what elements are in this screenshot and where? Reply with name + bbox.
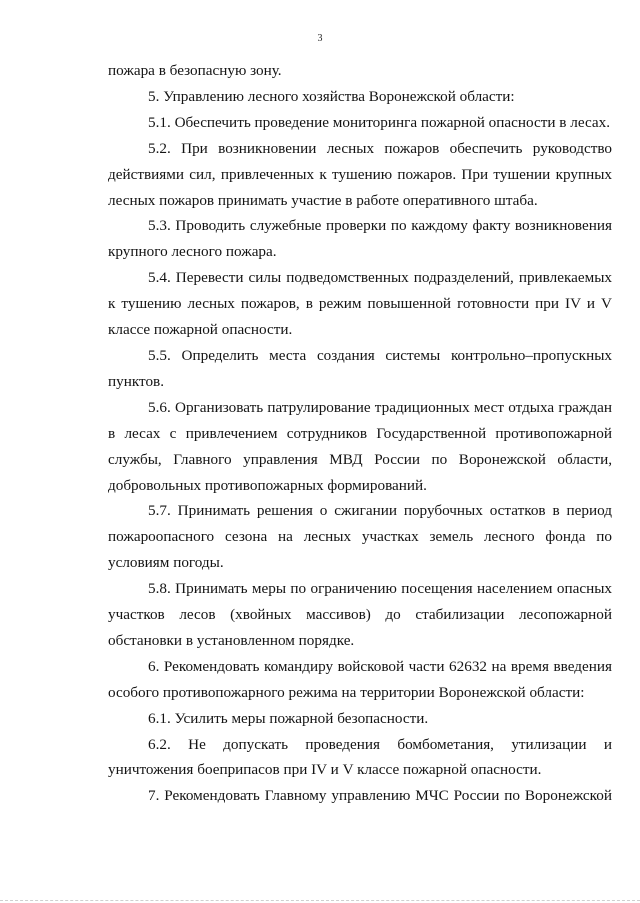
- paragraph-item-5-6: 5.6. Организовать патрулирование традиционных мест отдыха граждан в лесах с привлечением сотрудников Государственной противопожарной службы, Главного управления МВД России по Воронежской области, добровольных противопожарных формирований.: [108, 398, 612, 494]
- paragraph-item-5: 5. Управлению лесного хозяйства Воронежской области:: [148, 87, 515, 105]
- paragraph-item-5-3: 5.3. Проводить служебные проверки по каждому факту возникновения крупного лесного пожара.: [108, 217, 612, 261]
- paragraph-item-7: 7. Рекомендовать Главному управлению МЧС России по Воронежской: [148, 787, 612, 805]
- paragraph-item-5-2: 5.2. При возникновении лесных пожаров обеспечить руководство действиями сил, привлеченных к тушению пожаров. При тушении крупных лесных пожаров принимать участие в работе оперативного штаба.: [108, 139, 612, 209]
- document-body: [108, 58, 612, 809]
- paragraph-item-5-1: 5.1. Обеспечить проведение мониторинга пожарной опасности в лесах.: [148, 113, 611, 131]
- paragraph-item-5-5: 5.5. Определить места создания системы контрольно–пропускных пунктов.: [108, 346, 612, 390]
- page-number: 3: [317, 33, 323, 44]
- paragraph-continuation: пожара в безопасную зону.: [108, 62, 282, 79]
- paragraph-item-6-2: 6.2. Не допускать проведения бомбометания, утилизации и уничтожения боеприпасов при IV и V классе пожарной опасности.: [108, 735, 612, 779]
- paragraph-item-5-8: 5.8. Принимать меры по ограничению посещения населением опасных участков лесов (хвойных массивов) до стабилизации лесопожарной обстановки в установленном порядке.: [108, 580, 612, 649]
- scan-bottom-edge: [0, 900, 640, 901]
- paragraph-item-6: 6. Рекомендовать командиру войсковой части 62632 на время введения особого противопожарного режима на территории Воронежской области:: [108, 657, 612, 701]
- paragraph-item-5-4: 5.4. Перевести силы подведомственных подразделений, привлекаемых к тушению лесных пожаров, в режим повышенной готовности при IV и V классе пожарной опасности.: [108, 269, 612, 339]
- paragraph-item-5-7: 5.7. Принимать решения о сжигании порубочных остатков в период пожароопасного сезона на лесных участках земель лесного фонда по условиям погоды.: [108, 502, 612, 572]
- paragraph-item-6-1: 6.1. Усилить меры пожарной безопасности.: [148, 709, 429, 727]
